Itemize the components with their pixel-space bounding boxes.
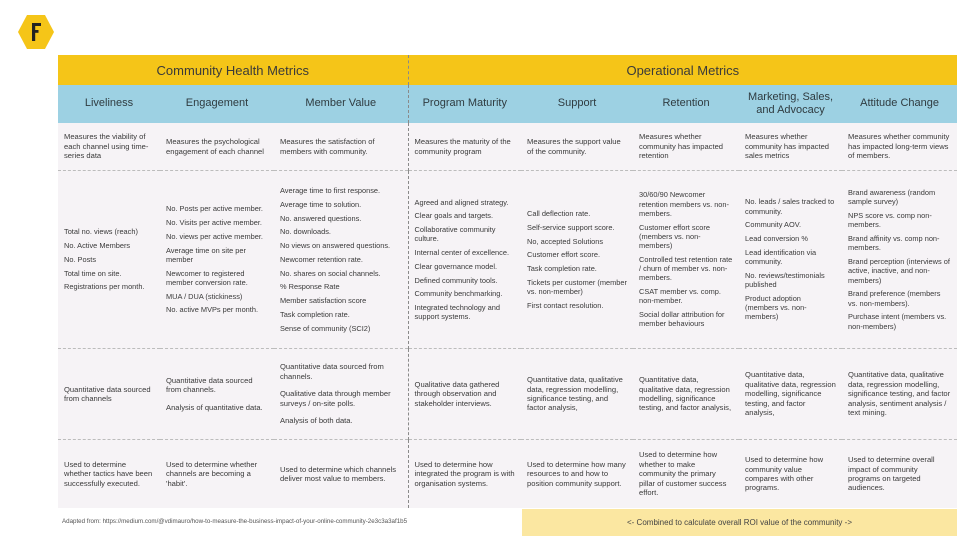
list-item: Product adoption (members vs. non-members)	[745, 293, 807, 322]
table-cell: Measures the support value of the community.	[521, 123, 633, 171]
table-cell: Measures the maturity of the community program	[408, 123, 521, 171]
list-item: Lead conversion %	[745, 234, 808, 244]
list-item: Registrations per month.	[64, 282, 145, 292]
list-item: No. active MVPs per month.	[166, 305, 259, 315]
list-item: Agreed and aligned strategy.	[414, 197, 509, 207]
list-item: Brand awareness (random sample survey)	[848, 188, 936, 207]
list-item: MUA / DUA (stickiness)	[166, 291, 243, 301]
col-header-support: Support	[521, 85, 633, 123]
list-item: Brand preference (members vs. non-members).	[848, 289, 941, 308]
list-item: No. answered questions.	[280, 213, 362, 223]
list-item: No views on answered questions.	[280, 241, 391, 251]
list-item: Integrated technology and support systems.	[414, 303, 500, 322]
metrics-table	[58, 55, 957, 508]
list-item: Purchase intent (members vs. non-members)	[848, 312, 947, 331]
table-cell: Used to determine how many resources to and how to position community support.	[521, 440, 633, 509]
data-source-cell	[58, 349, 160, 440]
list-item: Internal center of excellence.	[414, 248, 510, 257]
data-source-cell	[842, 349, 957, 440]
metrics-cell	[842, 171, 957, 349]
list-item: Quantitative data sourced from channels	[64, 384, 151, 403]
group-header-row	[58, 55, 957, 85]
list-item: No. downloads.	[280, 227, 331, 237]
metrics-cell	[521, 171, 633, 349]
table-cell: Measures whether community has impacted sales metrics	[739, 123, 842, 171]
list-item: Task completion rate.	[280, 309, 350, 319]
list-item: Total no. views (reach)	[64, 227, 138, 237]
list-item: Brand affinity vs. comp non-members.	[848, 234, 940, 253]
col-header-engagement: Engagement	[160, 85, 274, 123]
list-item: Quantitative data, qualitative data, regression modelling, significance testing, and factor analysis,	[639, 375, 732, 413]
list-item: No. leads / sales tracked to community.	[745, 197, 835, 216]
data-source-cell	[160, 349, 274, 440]
list-item: No. Posts per active member.	[166, 204, 263, 214]
col-header-program-maturity: Program Maturity	[408, 85, 521, 123]
list-item: Customer effort score (members vs. non-members)	[639, 222, 710, 251]
table-cell: Used to determine overall impact of community programs on targeted audiences.	[842, 440, 957, 509]
list-item: Average time to solution.	[280, 199, 362, 209]
table-cell: Used to determine which channels deliver most value to members.	[274, 440, 408, 509]
metrics-cell	[408, 171, 521, 349]
list-item: No. Visits per active member.	[166, 218, 262, 228]
table-cell: Measures the psychological engagement of each channel	[160, 123, 274, 171]
data-source-cell	[633, 349, 739, 440]
list-item: CSAT member vs. comp. non-member.	[639, 287, 721, 306]
table-cell: Used to determine how community value compares with other programs.	[739, 440, 842, 509]
table-cell: Measures the satisfaction of members with community.	[274, 123, 408, 171]
list-item: Qualitative data gathered through observation and stakeholder interviews.	[414, 379, 500, 408]
list-item: Call deflection rate.	[527, 209, 591, 218]
community-health-header: Community Health Metrics	[58, 55, 408, 85]
table-cell: Measures whether community has impacted long-term views of members.	[842, 123, 957, 171]
list-item: Quantitative data, qualitative data, regression modelling, significance testing, and factor analysis,	[745, 370, 836, 418]
data-source-cell	[739, 349, 842, 440]
metrics-cell	[739, 171, 842, 349]
list-item: Tickets per customer (member vs. non-member)	[527, 277, 627, 296]
list-item: First contact resolution.	[527, 300, 604, 310]
list-item: Quantitative data sourced from channels.	[166, 375, 253, 395]
list-item: Analysis of quantitative data.	[166, 402, 263, 412]
metrics-row	[58, 171, 957, 349]
list-item: Controlled test retention rate / churn of member vs. non-members.	[639, 254, 733, 283]
column-header-row	[58, 85, 957, 123]
col-header-marketing: Marketing, Sales, and Advocacy	[739, 85, 842, 123]
list-item: Lead identification via community.	[745, 247, 817, 267]
list-item: Task completion rate.	[527, 264, 597, 273]
list-item: Customer effort score.	[527, 250, 601, 260]
list-item: 30/60/90 Newcomer retention members vs. non-members.	[639, 190, 729, 218]
table-cell: Used to determine how whether to make community the primary pillar of customer success effort.	[633, 440, 739, 509]
list-item: % Response Rate	[280, 282, 340, 292]
list-item: NPS score vs. comp non-members.	[848, 211, 932, 230]
list-item: Defined community tools.	[414, 275, 498, 285]
list-item: Quantitative data sourced from channels.	[280, 362, 384, 381]
col-header-attitude-change: Attitude Change	[842, 85, 957, 123]
list-item: Brand perception (interviews of active, inactive, and non-members)	[848, 257, 950, 285]
list-item: No. shares on social channels.	[280, 268, 381, 278]
list-item: Total time on site.	[64, 268, 122, 278]
list-item: Newcomer to registered member conversion rate.	[166, 268, 248, 287]
list-item: No. Posts	[64, 254, 97, 264]
usage-row	[58, 440, 957, 509]
list-item: Self-service support score.	[527, 222, 615, 232]
list-item: No. views per active member.	[166, 231, 263, 241]
list-item: Clear goals and targets.	[414, 211, 493, 221]
footer	[58, 509, 957, 536]
brand-logo-icon	[17, 14, 55, 50]
list-item: Average time to first response.	[280, 186, 381, 196]
list-item: Qualitative data through member surveys / on-site polls.	[280, 389, 391, 408]
list-item: Community AOV.	[745, 220, 802, 230]
list-item: Member satisfaction score	[280, 296, 367, 306]
table-cell: Used to determine how integrated the program is with organisation systems.	[408, 440, 521, 509]
operational-header: Operational Metrics	[408, 55, 957, 85]
metrics-grid	[58, 55, 957, 508]
data-source-cell	[521, 349, 633, 440]
table-cell: Used to determine whether tactics have been successfully executed.	[58, 440, 160, 509]
roi-note: <- Combined to calculate overall ROI value of the community ->	[522, 509, 957, 536]
list-item: Community benchmarking.	[414, 289, 503, 299]
source-credit: Adapted from: https://medium.com/@vdimauro/how-to-measure-the-business-impact-of-your-online-community-2e3c3a3af1b5	[62, 518, 408, 525]
list-item: Quantitative data, qualitative data, regression modelling, significance testing, and factor analysis, sentiment analysis / text mining.	[848, 370, 951, 418]
list-item: Analysis of both data.	[280, 416, 353, 426]
list-item: Collaborative community culture.	[414, 225, 496, 244]
data-source-cell	[274, 349, 408, 440]
col-header-member-value: Member Value	[274, 85, 408, 123]
data-source-cell	[408, 349, 521, 440]
list-item: No, accepted Solutions	[527, 236, 604, 246]
list-item: Quantitative data, qualitative data, regression modelling, significance testing, and factor analysis,	[527, 375, 623, 413]
table-cell: Used to determine whether channels are becoming a 'habit'.	[160, 440, 274, 509]
list-item: No. Active Members	[64, 241, 131, 251]
metrics-cell	[58, 171, 160, 349]
data-source-row	[58, 349, 957, 440]
col-header-retention: Retention	[633, 85, 739, 123]
col-header-liveliness: Liveliness	[58, 85, 160, 123]
table-cell: Measures whether community has impacted retention	[633, 123, 739, 171]
list-item: No. reviews/testimonials published	[745, 270, 825, 290]
metrics-cell	[160, 171, 274, 349]
metrics-cell	[633, 171, 739, 349]
list-item: Newcomer retention rate.	[280, 254, 363, 264]
list-item: Average time on site per member	[166, 245, 246, 264]
list-item: Clear governance model.	[414, 261, 498, 271]
table-cell: Measures the viability of each channel using time-series data	[58, 123, 160, 171]
list-item: Sense of community (SCI2)	[280, 323, 371, 333]
description-row	[58, 123, 957, 171]
list-item: Social dollar attribution for member behaviours	[639, 310, 725, 329]
metrics-cell	[274, 171, 408, 349]
